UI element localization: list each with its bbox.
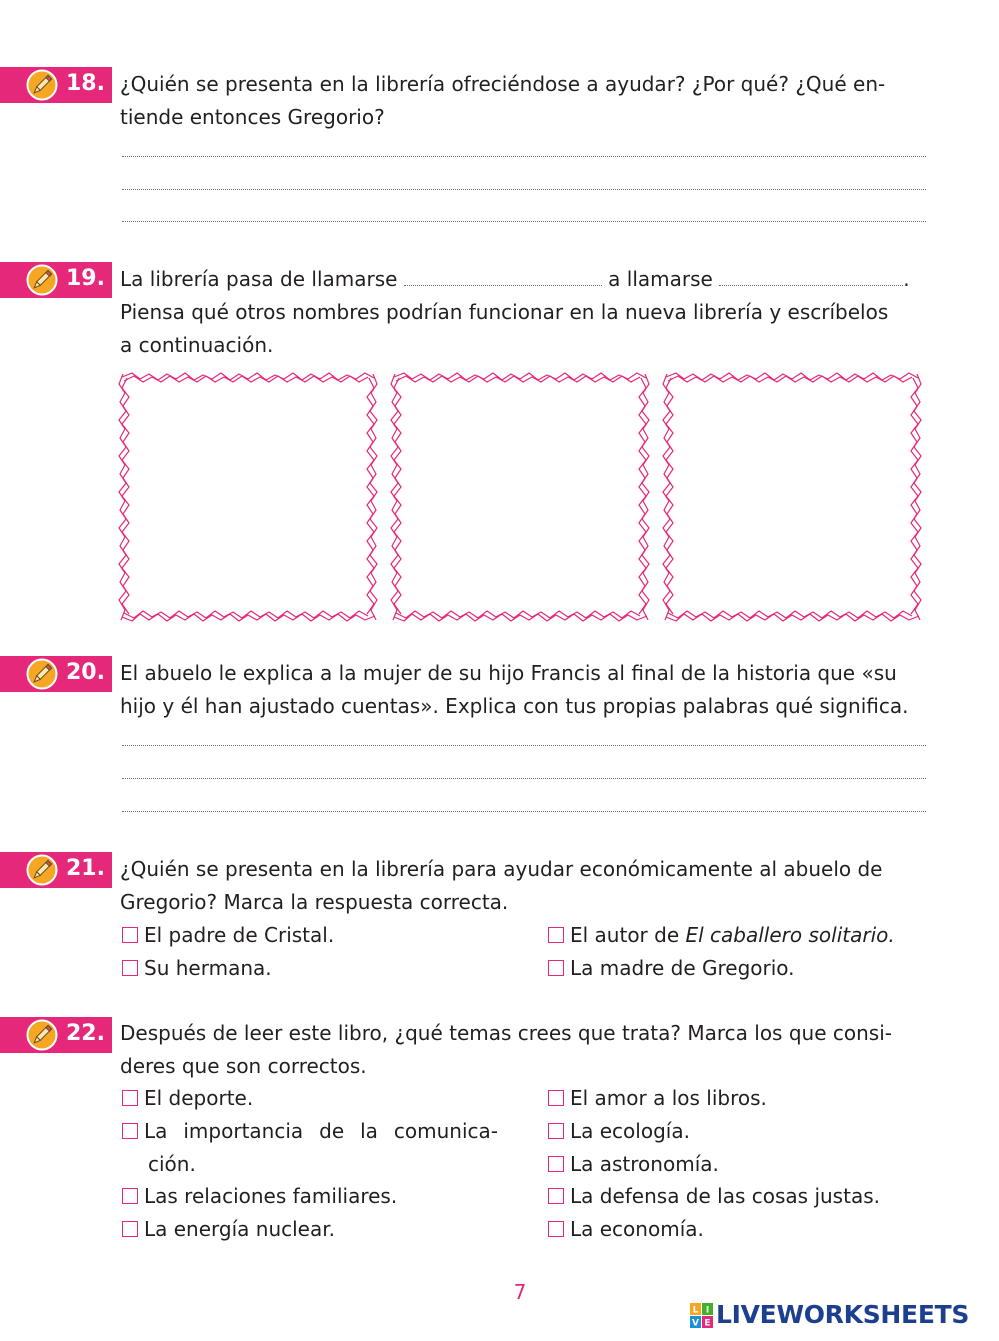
- page-number: 7: [513, 1280, 527, 1304]
- option-label: La madre de Gregorio.: [570, 956, 795, 980]
- option-22-i[interactable]: [548, 1213, 704, 1246]
- checkbox[interactable]: [122, 927, 138, 943]
- checkbox[interactable]: [548, 960, 564, 976]
- svg-text:L: L: [692, 1305, 699, 1316]
- question-20-line1: El abuelo le explica a la mujer de su hijo Francis al final de la historia que «su: [120, 661, 897, 685]
- pencil-icon: [26, 854, 58, 886]
- option-label: ción.: [148, 1152, 196, 1176]
- answer-line-18-1[interactable]: [122, 156, 926, 157]
- question-21-text: [120, 853, 928, 919]
- option-21-d[interactable]: [548, 952, 795, 985]
- answer-line-18-3[interactable]: [122, 221, 926, 222]
- option-21-c[interactable]: [548, 919, 895, 952]
- question-22-text: [120, 1017, 928, 1083]
- question-20-text: [120, 657, 928, 723]
- option-label: La energía nuclear.: [144, 1217, 335, 1241]
- brand-name: LIVEWORKSHEETS: [716, 1300, 970, 1329]
- option-22-e[interactable]: [548, 1082, 767, 1115]
- question-21-line1: ¿Quién se presenta en la librería para ayudar económicamente al abuelo de: [120, 857, 883, 881]
- option-label: La ecología.: [570, 1119, 690, 1143]
- question-19-part2: a llamarse: [608, 267, 713, 291]
- question-18-text: [120, 68, 928, 134]
- svg-text:V: V: [692, 1318, 699, 1329]
- answer-line-18-2[interactable]: [122, 189, 926, 190]
- option-22-g[interactable]: [548, 1148, 719, 1181]
- option-22-b[interactable]: [122, 1115, 498, 1148]
- option-21-a[interactable]: [122, 919, 334, 952]
- checkbox[interactable]: [548, 1188, 564, 1204]
- option-21-b[interactable]: [122, 952, 272, 985]
- option-22-a[interactable]: [122, 1082, 253, 1115]
- pencil-icon: [26, 69, 58, 101]
- pencil-icon: [26, 264, 58, 296]
- question-19-part1: La librería pasa de llamarse: [120, 267, 398, 291]
- option-label: Las relaciones familiares.: [144, 1184, 398, 1208]
- question-18-line1: ¿Quién se presenta en la librería ofreciéndose a ayudar? ¿Por qué? ¿Qué en-: [120, 72, 886, 96]
- question-18-line2: tiende entonces Gregorio?: [120, 105, 385, 129]
- option-label: La defensa de las cosas justas.: [570, 1184, 880, 1208]
- checkbox[interactable]: [122, 1221, 138, 1237]
- checkbox[interactable]: [548, 1123, 564, 1139]
- svg-text:I: I: [705, 1305, 710, 1316]
- checkbox[interactable]: [548, 1090, 564, 1106]
- answer-line-20-2[interactable]: [122, 778, 926, 779]
- question-21-badge: [0, 852, 112, 888]
- liveworksheets-brand: [690, 1300, 990, 1334]
- new-name-blank[interactable]: [719, 285, 903, 286]
- checkbox[interactable]: [548, 1156, 564, 1172]
- question-20-badge: [0, 656, 112, 692]
- option-label: El autor de: [570, 923, 686, 947]
- old-name-blank[interactable]: [404, 285, 602, 286]
- name-box-1[interactable]: [118, 370, 380, 624]
- book-title: El caballero solitario.: [685, 923, 895, 947]
- checkbox[interactable]: [548, 927, 564, 943]
- option-22-b-continued: [148, 1148, 196, 1181]
- question-number: 18.: [66, 71, 105, 96]
- option-label: El padre de Cristal.: [144, 923, 335, 947]
- question-22-line2: deres que son correctos.: [120, 1054, 367, 1078]
- question-19-line3: a continuación.: [120, 333, 274, 357]
- question-22-line1: Después de leer este libro, ¿qué temas crees que trata? Marca los que consi-: [120, 1021, 892, 1045]
- option-22-f[interactable]: [548, 1115, 690, 1148]
- checkbox[interactable]: [548, 1221, 564, 1237]
- option-label: Su hermana.: [144, 956, 272, 980]
- checkbox[interactable]: [122, 960, 138, 976]
- question-number: 21.: [66, 856, 105, 881]
- question-18-badge: [0, 67, 112, 103]
- question-number: 20.: [66, 660, 105, 685]
- svg-text:E: E: [704, 1318, 711, 1329]
- option-label: El amor a los libros.: [570, 1086, 767, 1110]
- option-22-c[interactable]: [122, 1180, 397, 1213]
- question-19-line2: Piensa qué otros nombres podrían funcionar en la nueva librería y escríbelos: [120, 300, 889, 324]
- liveworksheets-logo-icon: [690, 1303, 714, 1329]
- answer-line-20-3[interactable]: [122, 811, 926, 812]
- pencil-icon: [26, 658, 58, 690]
- question-22-badge: [0, 1017, 112, 1053]
- question-19-badge: [0, 262, 112, 298]
- checkbox[interactable]: [122, 1090, 138, 1106]
- option-label: La importancia de la comunica-: [144, 1119, 498, 1143]
- question-20-line2: hijo y él han ajustado cuentas». Explica con tus propias palabras qué significa.: [120, 694, 909, 718]
- name-box-3[interactable]: [662, 370, 924, 624]
- option-22-d[interactable]: [122, 1213, 335, 1246]
- pencil-icon: [26, 1019, 58, 1051]
- question-19-text: [120, 263, 928, 362]
- name-box-2[interactable]: [390, 370, 652, 624]
- option-label: La economía.: [570, 1217, 704, 1241]
- question-19-period: .: [903, 267, 910, 291]
- checkbox[interactable]: [122, 1123, 138, 1139]
- question-number: 22.: [66, 1021, 105, 1046]
- question-21-line2: Gregorio? Marca la respuesta correcta.: [120, 890, 509, 914]
- question-number: 19.: [66, 266, 105, 291]
- option-22-h[interactable]: [548, 1180, 880, 1213]
- answer-line-20-1[interactable]: [122, 745, 926, 746]
- option-label: El deporte.: [144, 1086, 254, 1110]
- option-label: La astronomía.: [570, 1152, 719, 1176]
- checkbox[interactable]: [122, 1188, 138, 1204]
